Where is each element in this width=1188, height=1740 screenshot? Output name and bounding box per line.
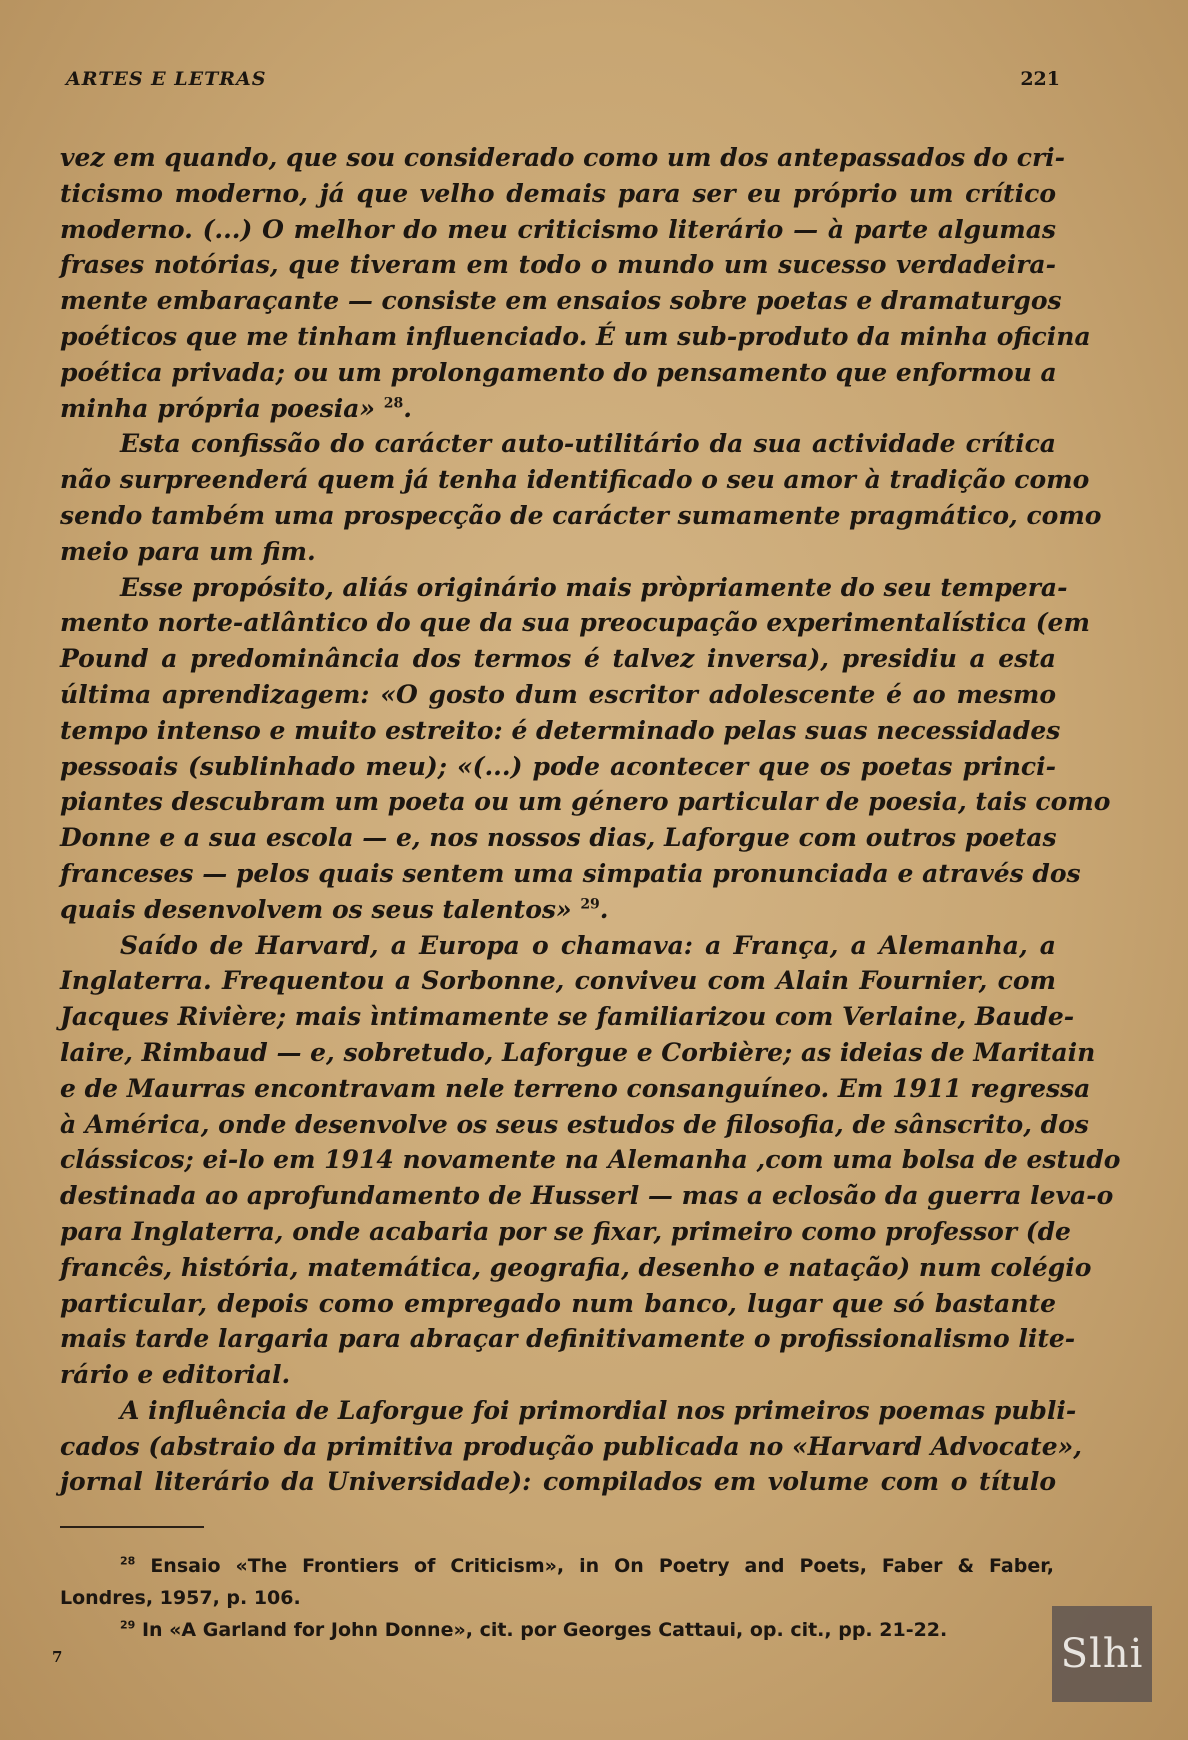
text-line: Jacques Rivière; mais ìntimamente se familiarizou com Verlaine, Baude-: [60, 1002, 1075, 1032]
text-line: moderno. (...) O melhor do meu criticismo literário — à parte algumas: [60, 214, 1056, 244]
text-line: A influência de Laforgue foi primordial nos primeiros poemas publi-: [120, 1395, 1077, 1425]
footnote-line: Londres, 1957, p. 106.: [60, 1587, 301, 1609]
text-line: meio para um fim.: [60, 536, 316, 566]
text-line: ticismo moderno, já que velho demais para ser eu próprio um crítico: [60, 178, 1056, 208]
text-line: cados (abstraio da primitiva produção publicada no «Harvard Advocate»,: [60, 1431, 1082, 1461]
text-line: clássicos; ei-lo em 1914 novamente na Alemanha ,com uma bolsa de estudo: [60, 1145, 1121, 1175]
text-line: Esta confissão do carácter auto-utilitário da sua actividade crítica: [120, 429, 1056, 459]
text-line: última aprendizagem: «O gosto dum escritor adolescente é ao mesmo: [60, 679, 1056, 709]
page-number: 221: [1020, 68, 1060, 90]
text-line: à América, onde desenvolve os seus estudos de filosofia, de sânscrito, dos: [60, 1109, 1089, 1139]
body-text: [60, 140, 1121, 1500]
footnote-29: [60, 1614, 1054, 1646]
period: .: [403, 393, 412, 423]
text-line: franceses — pelos quais sentem uma simpatia pronunciada e através dos: [60, 858, 1081, 888]
text-line: poética privada; ou um prolongamento do pensamento que enformou a: [60, 357, 1057, 387]
text-line: rário e editorial.: [60, 1360, 291, 1390]
text-line: sendo também uma prospecção de carácter sumamente pragmático, como: [60, 500, 1102, 530]
text-line: Donne e a sua escola — e, nos nossos dias, Laforgue com outros poetas: [60, 823, 1057, 853]
footnote-ref-28: 28: [383, 395, 404, 412]
footnotes: [60, 1550, 1054, 1646]
text-line: não surpreenderá quem já tenha identificado o seu amor à tradição como: [60, 465, 1090, 495]
text-line: piantes descubram um poeta ou um género particular de poesia, tais como: [60, 787, 1111, 817]
text-line: Pound a predominância dos termos é talvez inversa), presidiu a esta: [60, 644, 1056, 674]
text-line: frases notórias, que tiveram em todo o mundo um sucesso verdadeira-: [60, 250, 1056, 280]
text-line: Inglaterra. Frequentou a Sorbonne, conviveu com Alain Fournier, com: [60, 966, 1056, 996]
text-line: tempo intenso e muito estreito: é determinado pelas suas necessidades: [60, 715, 1061, 745]
text-line: para Inglaterra, onde acabaria por se fixar, primeiro como professor (de: [60, 1216, 1071, 1246]
signature-mark: 7: [52, 1648, 63, 1666]
running-header: [66, 68, 1060, 90]
footnote-text: In «A Garland for John Donne», cit. por Georges Cattaui, op. cit., pp. 21-22.: [141, 1619, 948, 1641]
text-line-content: minha própria poesia»: [60, 393, 384, 423]
text-line: pessoais (sublinhado meu); «(...) pode acontecer que os poetas princi-: [60, 751, 1056, 781]
text-line: laire, Rimbaud — e, sobretudo, Laforgue e Corbière; as ideias de Maritain: [60, 1037, 1096, 1067]
text-line: [60, 892, 1056, 928]
text-line: mento norte-atlântico do que da sua preocupação experimentalística (em: [60, 608, 1090, 638]
text-line: e de Maurras encontravam nele terreno consanguíneo. Em 1911 regressa: [60, 1073, 1091, 1103]
text-line: francês, história, matemática, geografia, desenho e natação) num colégio: [60, 1252, 1092, 1282]
text-line: destinada ao aprofundamento de Husserl — mas a eclosão da guerra leva-o: [60, 1181, 1114, 1211]
text-line: jornal literário da Universidade): compilados em volume com o título: [60, 1467, 1056, 1497]
footnote-28: [60, 1550, 1054, 1614]
footnote-text: Ensaio «The Frontiers of Criticism», in On Poetry and Poets, Faber & Faber,: [150, 1555, 1054, 1577]
text-line: poéticos que me tinham influenciado. É um sub-produto da minha oficina: [60, 321, 1091, 351]
watermark-logo: Slhi: [1052, 1606, 1152, 1702]
text-line: particular, depois como empregado num banco, lugar que só bastante: [60, 1288, 1056, 1318]
text-line: Esse propósito, aliás originário mais pròpriamente do seu tempera-: [120, 572, 1068, 602]
text-line: mais tarde largaria para abraçar definitivamente o profissionalismo lite-: [60, 1324, 1076, 1354]
period: .: [599, 894, 609, 924]
footnote-mark: 29: [120, 1618, 136, 1632]
text-line: [60, 391, 1056, 427]
footnote-line: [60, 1550, 1054, 1582]
text-line: vez em quando, que sou considerado como um dos antepassados do cri-: [60, 143, 1066, 172]
text-line-content: quais desenvolvem os seus talentos»: [60, 894, 581, 924]
text-line: mente embaraçante — consiste em ensaios sobre poetas e dramaturgos: [60, 286, 1062, 316]
running-title: ARTES E LETRAS: [66, 68, 267, 90]
text-line: Saído de Harvard, a Europa o chamava: a França, a Alemanha, a: [120, 930, 1056, 960]
footnote-ref-29: 29: [580, 896, 600, 913]
footnote-divider: [60, 1526, 204, 1528]
footnote-mark: 28: [120, 1554, 136, 1568]
footnote-line: [60, 1614, 1054, 1646]
